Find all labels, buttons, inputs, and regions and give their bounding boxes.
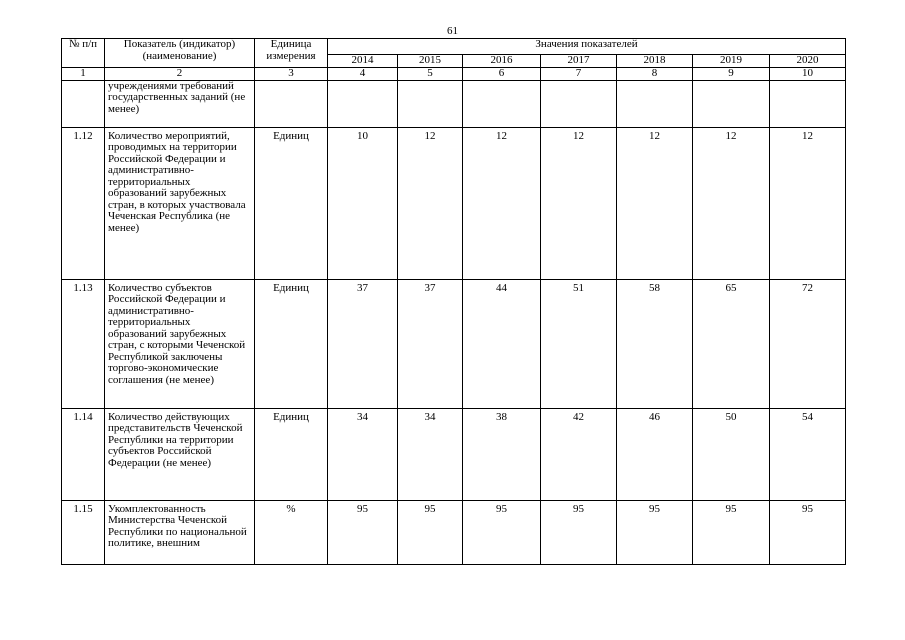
value-cell: [463, 80, 541, 127]
header-year: 2018: [617, 55, 693, 68]
column-number: 10: [770, 68, 846, 81]
indicator-name: Укомплектованность Министерства Чеченской Республики по национальной политике, внешним: [105, 500, 255, 564]
value-cell: 12: [463, 127, 541, 279]
indicator-name: Количество субъектов Российской Федерации и административно-территориальных образований зарубежных стран, с которыми Чеченской Республикой заключены торгово-экономические соглашения (не менее): [105, 279, 255, 408]
value-cell: 95: [770, 500, 846, 564]
page-number: 61: [447, 25, 458, 37]
value-cell: [541, 80, 617, 127]
unit-cell: Единиц: [255, 279, 328, 408]
indicator-name: Количество действующих представительств Чеченской Республики на территории субъектов Российской Федерации (не менее): [105, 408, 255, 500]
value-cell: 38: [463, 408, 541, 500]
value-cell: 51: [541, 279, 617, 408]
value-cell: [328, 80, 398, 127]
table-row: [62, 500, 846, 564]
value-cell: 12: [770, 127, 846, 279]
value-cell: 65: [693, 279, 770, 408]
value-cell: 37: [328, 279, 398, 408]
header-year: 2014: [328, 55, 398, 68]
value-cell: 42: [541, 408, 617, 500]
value-cell: 34: [398, 408, 463, 500]
value-cell: [617, 80, 693, 127]
header-unit: Единица измерения: [255, 39, 328, 68]
value-cell: 50: [693, 408, 770, 500]
value-cell: 46: [617, 408, 693, 500]
column-number: 6: [463, 68, 541, 81]
value-cell: 12: [398, 127, 463, 279]
value-cell: 72: [770, 279, 846, 408]
indicator-name: Количество мероприятий, проводимых на территории Российской Федерации и административно-территориальных образований зарубежных стран, в которых участвовала Чеченская Республика (не менее): [105, 127, 255, 279]
value-cell: [693, 80, 770, 127]
table-row: [62, 408, 846, 500]
value-cell: 95: [693, 500, 770, 564]
column-number: 5: [398, 68, 463, 81]
value-cell: 37: [398, 279, 463, 408]
value-cell: 10: [328, 127, 398, 279]
indicator-name: учреждениями требований государственных заданий (не менее): [105, 80, 255, 127]
row-number: 1.14: [62, 408, 105, 500]
column-number: 1: [62, 68, 105, 81]
unit-cell: Единиц: [255, 127, 328, 279]
header-indicator: Показатель (индикатор) (наименование): [105, 39, 255, 68]
header-year: 2019: [693, 55, 770, 68]
value-cell: 44: [463, 279, 541, 408]
table-row: [62, 279, 846, 408]
value-cell: 95: [463, 500, 541, 564]
header-num: № п/п: [62, 39, 105, 68]
value-cell: 95: [617, 500, 693, 564]
header-values-group: Значения показателей: [328, 39, 846, 55]
unit-cell: [255, 80, 328, 127]
value-cell: 12: [541, 127, 617, 279]
header-year: 2020: [770, 55, 846, 68]
value-cell: 95: [541, 500, 617, 564]
column-number: 4: [328, 68, 398, 81]
row-number: 1.15: [62, 500, 105, 564]
table-row: [62, 127, 846, 279]
value-cell: 58: [617, 279, 693, 408]
column-number: 9: [693, 68, 770, 81]
row-number: [62, 80, 105, 127]
value-cell: 34: [328, 408, 398, 500]
indicators-table: [61, 38, 846, 565]
header-year: 2017: [541, 55, 617, 68]
table-row: [62, 80, 846, 127]
value-cell: [770, 80, 846, 127]
header-year: 2016: [463, 55, 541, 68]
column-number: 8: [617, 68, 693, 81]
value-cell: 12: [693, 127, 770, 279]
row-number: 1.12: [62, 127, 105, 279]
column-number: 2: [105, 68, 255, 81]
header-year: 2015: [398, 55, 463, 68]
column-number: 3: [255, 68, 328, 81]
value-cell: 12: [617, 127, 693, 279]
row-number: 1.13: [62, 279, 105, 408]
value-cell: 54: [770, 408, 846, 500]
value-cell: 95: [328, 500, 398, 564]
value-cell: 95: [398, 500, 463, 564]
value-cell: [398, 80, 463, 127]
unit-cell: %: [255, 500, 328, 564]
unit-cell: Единиц: [255, 408, 328, 500]
column-number: 7: [541, 68, 617, 81]
